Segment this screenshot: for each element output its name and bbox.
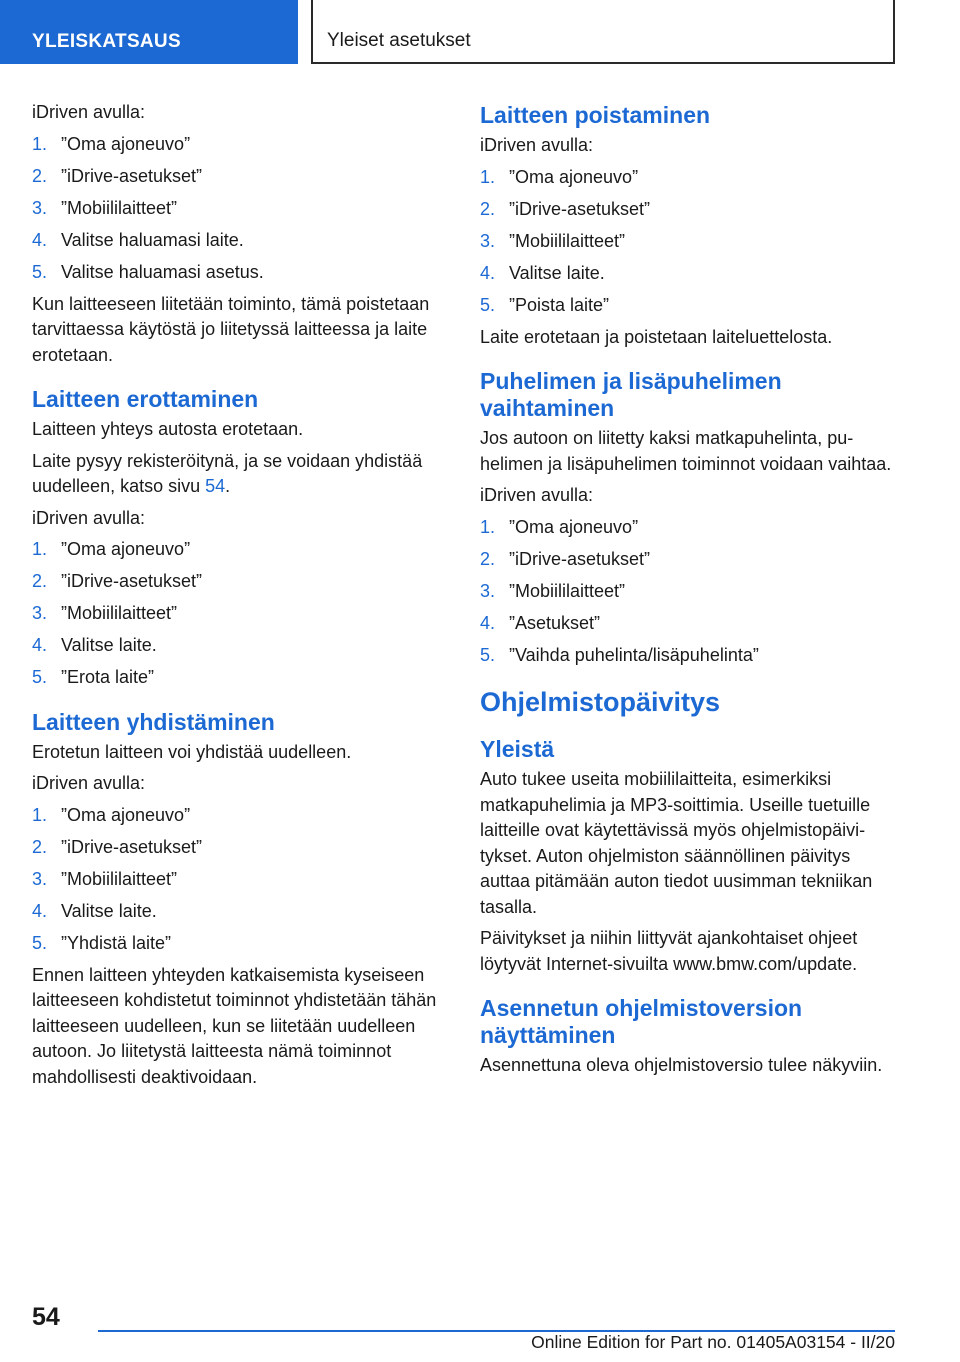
- step-number: 4.: [32, 900, 48, 921]
- step-text: ”Poista laite”: [509, 294, 610, 315]
- list-item: [32, 803, 448, 829]
- step-text: ”iDrive-asetukset”: [61, 571, 203, 591]
- swap-text: Jos autoon on liitetty kaksi matkapuhelinta, puhelimen ja lisäpuhelimen toiminnot voidaan vaihtaa.: [480, 428, 892, 474]
- step-text: Valitse laite.: [61, 900, 157, 921]
- step-number: 5.: [32, 261, 48, 282]
- list-item: [32, 665, 448, 691]
- disconnect-intro: iDriven avulla:: [32, 507, 146, 528]
- remove-text: Laite erotetaan ja poistetaan laiteluettelosta.: [480, 326, 833, 347]
- general-heading: Yleistä: [480, 736, 555, 762]
- list-item: [32, 164, 448, 190]
- step-number: 4.: [480, 262, 496, 283]
- reconnect-steps: [32, 803, 448, 957]
- list-item: [480, 515, 896, 541]
- list-item: [32, 931, 448, 957]
- step-text: ”Mobiililaitteet”: [509, 230, 626, 251]
- version-heading: Asennetun ohjelmistoversion näyttäminen: [480, 995, 803, 1048]
- list-item: [32, 633, 448, 659]
- step-number: 3.: [480, 230, 496, 251]
- list-item: [32, 537, 448, 563]
- step-text: ”Mobiililaitteet”: [509, 580, 626, 601]
- step-number: 1.: [32, 804, 48, 825]
- step-text: ”Oma ajoneuvo”: [61, 539, 191, 559]
- update-text: Päivitykset ja niihin liittyvät ajankohtaiset ohjeet löytyvät Internet-sivuilta www.bmw.com/update.: [480, 928, 858, 974]
- step-number: 3.: [32, 868, 48, 889]
- list-item: [480, 579, 896, 605]
- list-item: [32, 601, 448, 627]
- disconnect-text: Laitteen yhteys autosta erotetaan.: [32, 419, 304, 439]
- step-number: 2.: [32, 836, 48, 857]
- swap-heading: Puhelimen ja lisäpuhelimen vaihtaminen: [480, 368, 782, 421]
- step-number: 2.: [32, 571, 48, 591]
- step-text: Valitse laite.: [509, 262, 605, 283]
- step-number: 1.: [32, 133, 48, 154]
- step-number: 1.: [480, 166, 496, 187]
- edition-text: Online Edition for Part no. 01405A03154 - II/20: [531, 1332, 895, 1352]
- note-text: Kun laitteeseen liitetään toiminto, tämä poistetaan tarvittaessa käytöstä jo liitetyssä laitteessa ja laite erotetaan.: [32, 293, 430, 365]
- remove-steps: [480, 165, 896, 319]
- step-text: Valitse laite.: [61, 635, 157, 655]
- list-item: [32, 899, 448, 925]
- step-number: 1.: [480, 516, 496, 537]
- step-number: 1.: [32, 539, 48, 559]
- step-number: 5.: [32, 932, 48, 953]
- section-tab: YLEISKATSAUS: [0, 0, 298, 64]
- step-number: 2.: [32, 165, 48, 186]
- software-heading: Ohjelmistopäivitys: [480, 687, 721, 717]
- list-item: [32, 132, 448, 158]
- step-text: ”Asetukset”: [509, 612, 601, 633]
- step-text: ”Oma ajoneuvo”: [61, 804, 191, 825]
- step-text: ”Yhdistä laite”: [61, 932, 172, 953]
- step-text: ”Vaihda puhelinta/lisäpuhelinta”: [509, 644, 759, 665]
- list-item: [32, 835, 448, 861]
- step-number: 2.: [480, 548, 496, 569]
- remove-intro: iDriven avulla:: [480, 135, 594, 155]
- remove-heading: Laitteen poistaminen: [480, 102, 711, 128]
- step-text: ”Mobiililaitteet”: [61, 197, 178, 218]
- step-number: 5.: [480, 294, 496, 315]
- step-text: ”iDrive-asetukset”: [509, 548, 651, 569]
- step-text: ”Erota laite”: [61, 667, 155, 687]
- step-text: ”iDrive-asetukset”: [61, 836, 203, 857]
- step-number: 2.: [480, 198, 496, 219]
- disconnect-steps: [32, 537, 448, 691]
- list-item: [480, 197, 896, 223]
- page-number: 54: [32, 1303, 60, 1331]
- step-number: 4.: [32, 229, 48, 250]
- step-text: ”iDrive-asetukset”: [509, 198, 651, 219]
- step-number: 4.: [480, 612, 496, 633]
- list-item: [480, 261, 896, 287]
- settings-steps: [32, 132, 448, 286]
- list-item: [480, 643, 896, 669]
- list-item: [480, 611, 896, 637]
- list-item: [480, 547, 896, 573]
- list-item: [32, 569, 448, 595]
- step-text: ”Oma ajoneuvo”: [509, 516, 639, 537]
- disconnect-heading: Laitteen erottaminen: [32, 386, 259, 412]
- disconnect-reconnect-text: [32, 449, 448, 500]
- list-item: [32, 260, 448, 286]
- reconnect-intro: iDriven avulla:: [32, 773, 146, 793]
- reconnect-heading: Laitteen yhdistäminen: [32, 708, 275, 735]
- step-number: 4.: [32, 635, 48, 655]
- list-item: [480, 165, 896, 191]
- swap-intro: iDriven avulla:: [480, 485, 594, 505]
- list-item: [32, 196, 448, 222]
- list-item: [32, 228, 448, 254]
- reconnect-text: Erotetun laitteen voi yhdistää uudelleen.: [32, 741, 352, 762]
- page-reference-link[interactable]: 54: [205, 476, 226, 496]
- list-item: [32, 867, 448, 893]
- software-text: Auto tukee useita mobiililaitteita, esimerkiksi matkapuhelimia ja MP3-soittimia. Useille tuetuille laitteille ovat käytettävissä myös ohjelmistopäivitykset. Auton ohjelmiston säännöllinen päivitys auttaa pitämään auton tiedot uusimman tekniikan tasalla.: [480, 769, 873, 917]
- list-item: [480, 229, 896, 255]
- reconnect-note: Ennen laitteen yhteyden katkaisemista kyseiseen laitteeseen kohdistetut toiminnot yhdistetään tähän laitteeseen uudelleen, kun se liitetään uudelleen autoon. Jo liitetystä laitteesta nämä toiminnot mahdollisesti deaktivoidaan.: [32, 964, 437, 1087]
- step-text: ”Oma ajoneuvo”: [509, 166, 639, 187]
- step-text: ”Mobiililaitteet”: [61, 603, 178, 623]
- swap-steps: [480, 515, 896, 669]
- list-item: [480, 293, 896, 319]
- step-text: ”Oma ajoneuvo”: [61, 133, 191, 154]
- step-number: 5.: [480, 644, 496, 665]
- step-number: 3.: [32, 197, 48, 218]
- step-text: Valitse haluamasi asetus.: [61, 261, 264, 282]
- right-column: [480, 100, 896, 1085]
- reference-text: Laite pysyy rekisteröitynä, ja se voidaan yhdistää uudelleen, katso sivu: [32, 450, 423, 496]
- step-text: ”Mobiililaitteet”: [61, 868, 178, 889]
- left-column: [32, 100, 448, 1096]
- reference-end: .: [225, 476, 231, 496]
- step-number: 3.: [480, 580, 496, 601]
- intro-text: iDriven avulla:: [32, 102, 146, 122]
- step-number: 3.: [32, 603, 48, 623]
- step-text: Valitse haluamasi laite.: [61, 229, 244, 250]
- step-text: ”iDrive-asetukset”: [61, 165, 203, 186]
- chapter-title: Yleiset asetukset: [311, 0, 895, 64]
- version-text: Asennettuna oleva ohjelmistoversio tulee näkyviin.: [480, 1055, 883, 1075]
- step-number: 5.: [32, 667, 48, 687]
